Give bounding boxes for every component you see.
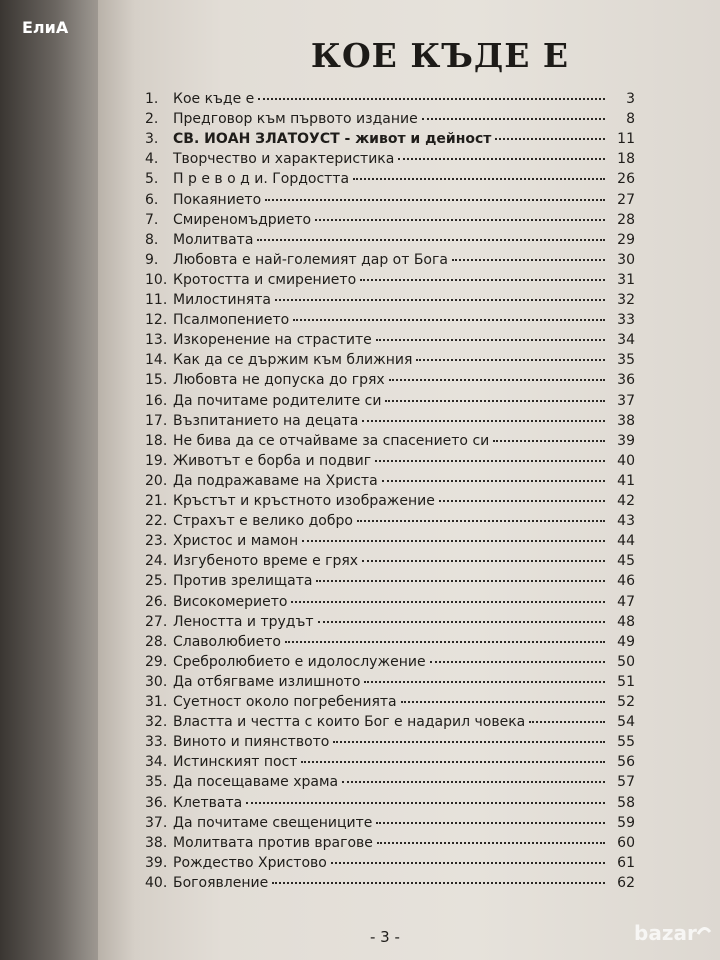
toc-entry-page: 41 bbox=[617, 472, 635, 489]
toc-entry bbox=[145, 352, 635, 372]
toc-entry bbox=[145, 694, 635, 714]
toc-entry-number: 34. bbox=[145, 754, 168, 771]
toc-entry bbox=[145, 774, 635, 794]
toc-entry bbox=[145, 795, 635, 815]
toc-entry-page: 54 bbox=[617, 714, 635, 731]
toc-entry-page: 62 bbox=[617, 874, 635, 891]
toc-entry-label: Славолюбието bbox=[173, 633, 281, 650]
toc-entry-number: 30. bbox=[145, 673, 168, 690]
toc-entry-label: Изгубеното време е грях bbox=[173, 553, 359, 570]
toc-entry-number: 19. bbox=[145, 452, 168, 469]
toc-entry bbox=[145, 654, 635, 674]
toc-entry-label: Изкоренение на страстите bbox=[173, 332, 372, 349]
toc-entry-page: 32 bbox=[617, 292, 635, 308]
toc-entry-number: 11. bbox=[145, 292, 168, 308]
toc-entry-number: 27. bbox=[145, 613, 168, 630]
page-number-footer: - 3 - bbox=[370, 928, 400, 946]
toc-entry-leader-dots bbox=[430, 661, 605, 663]
toc-entry-page: 58 bbox=[617, 794, 635, 811]
toc-entry-leader-dots bbox=[301, 761, 605, 763]
toc-entry-leader-dots bbox=[257, 239, 605, 241]
toc-entry-number: 18. bbox=[145, 432, 168, 449]
toc-entry bbox=[145, 413, 635, 433]
toc-entry-page: 29 bbox=[617, 231, 635, 248]
toc-entry-page: 30 bbox=[617, 251, 635, 268]
toc-entry-leader-dots bbox=[342, 781, 605, 783]
toc-entry-leader-dots bbox=[375, 460, 605, 462]
toc-entry bbox=[145, 171, 635, 191]
toc-entry-leader-dots bbox=[439, 500, 605, 502]
toc-entry-label: Клетвата bbox=[173, 794, 243, 811]
toc-entry bbox=[145, 573, 635, 593]
toc-entry-label: Да почитаме родителите си bbox=[173, 392, 382, 409]
toc-entry bbox=[145, 312, 635, 332]
toc-entry-label: Христос и мамон bbox=[173, 533, 299, 550]
toc-entry bbox=[145, 151, 635, 171]
toc-entry-label: Високомерието bbox=[173, 593, 288, 610]
toc-entry-label: Да отбягваме излишното bbox=[173, 673, 361, 690]
toc-entry bbox=[145, 272, 635, 292]
toc-entry bbox=[145, 212, 635, 232]
toc-entry-page: 56 bbox=[617, 754, 635, 771]
toc-entry-label: Кротостта и смирението bbox=[173, 271, 357, 288]
toc-entry-label: Страхът е велико добро bbox=[173, 513, 353, 530]
toc-entry-number: 2. bbox=[145, 111, 159, 128]
toc-entry-leader-dots bbox=[302, 540, 605, 542]
toc-entry-page: 57 bbox=[617, 774, 635, 791]
toc-entry-number: 35. bbox=[145, 774, 168, 791]
toc-entry-leader-dots bbox=[493, 440, 605, 442]
toc-entry-number: 24. bbox=[145, 553, 168, 570]
toc-entry bbox=[145, 513, 635, 533]
toc-entry-number: 26. bbox=[145, 593, 168, 610]
toc-entry-label: Сребролюбието е идолослужение bbox=[173, 653, 426, 670]
toc-entry bbox=[145, 453, 635, 473]
toc-entry-label: Богоявление bbox=[173, 874, 269, 891]
toc-entry-page: 31 bbox=[617, 271, 635, 288]
toc-entry-number: 25. bbox=[145, 573, 168, 590]
toc-entry-label: Кръстът и кръстното изображение bbox=[173, 493, 435, 509]
toc-entry-number: 3. bbox=[145, 131, 159, 148]
toc-entry-label: Покаянието bbox=[173, 191, 262, 208]
toc-entry-number: 23. bbox=[145, 533, 168, 550]
toc-entry-number: 15. bbox=[145, 372, 168, 389]
toc-entry-label: Смиреномъдрието bbox=[173, 211, 312, 228]
toc-entry-page: 51 bbox=[617, 673, 635, 690]
toc-entry bbox=[145, 614, 635, 634]
toc-entry-leader-dots bbox=[246, 802, 605, 804]
toc-entry-label: П р е в о д и. Гордостта bbox=[173, 171, 350, 188]
toc-entry-label: Псалмопението bbox=[173, 312, 290, 329]
toc-entry-leader-dots bbox=[293, 319, 605, 321]
toc-entry-number: 8. bbox=[145, 231, 159, 248]
toc-entry-label: Да посещаваме храма bbox=[173, 774, 339, 791]
toc-entry-number: 12. bbox=[145, 312, 168, 329]
toc-entry-number: 13. bbox=[145, 332, 168, 349]
toc-entry-page: 27 bbox=[617, 191, 635, 208]
toc-entry-leader-dots bbox=[376, 822, 605, 824]
toc-entry-label: Да подражаваме на Христа bbox=[173, 472, 378, 489]
toc-entry bbox=[145, 714, 635, 734]
toc-entry-label: Творчество и характеристика bbox=[173, 151, 395, 168]
toc-entry-number: 32. bbox=[145, 714, 168, 731]
toc-entry bbox=[145, 594, 635, 614]
toc-entry-leader-dots bbox=[364, 681, 605, 683]
toc-entry-page: 42 bbox=[617, 493, 635, 509]
toc-entry-page: 47 bbox=[617, 593, 635, 610]
toc-entry-page: 49 bbox=[617, 633, 635, 650]
toc-entry-page: 40 bbox=[617, 452, 635, 469]
toc-entry-page: 46 bbox=[617, 573, 635, 590]
toc-entry-label: Истинският пост bbox=[173, 754, 298, 771]
toc-entry-page: 11 bbox=[617, 131, 635, 148]
toc-entry-page: 45 bbox=[617, 553, 635, 570]
toc-entry-leader-dots bbox=[331, 862, 605, 864]
toc-entry-page: 35 bbox=[617, 352, 635, 369]
toc-entry-page: 37 bbox=[617, 392, 635, 409]
toc-entry bbox=[145, 533, 635, 553]
toc-entry bbox=[145, 815, 635, 835]
toc-entry-number: 36. bbox=[145, 794, 168, 811]
toc-entry bbox=[145, 252, 635, 272]
toc-entry bbox=[145, 292, 635, 312]
toc-entry-leader-dots bbox=[353, 178, 605, 180]
toc-entry bbox=[145, 875, 635, 895]
toc-entry-number: 28. bbox=[145, 633, 168, 650]
toc-entry-page: 3 bbox=[626, 91, 635, 107]
toc-entry-leader-dots bbox=[401, 701, 605, 703]
watermark-text: ЕлиА bbox=[22, 18, 69, 37]
toc-entry bbox=[145, 232, 635, 252]
toc-entry-page: 44 bbox=[617, 533, 635, 550]
toc-entry-leader-dots bbox=[272, 882, 605, 884]
toc-entry bbox=[145, 754, 635, 774]
toc-entry-leader-dots bbox=[382, 480, 605, 482]
toc-entry-page: 50 bbox=[617, 653, 635, 670]
toc-entry-leader-dots bbox=[315, 219, 605, 221]
toc-entry-page: 52 bbox=[617, 694, 635, 710]
toc-entry-label: Леността и трудът bbox=[173, 613, 314, 630]
toc-entry-leader-dots bbox=[291, 601, 605, 603]
toc-entry bbox=[145, 674, 635, 694]
toc-entry-leader-dots bbox=[398, 158, 605, 160]
toc-entry-number: 33. bbox=[145, 734, 168, 751]
toc-entry-label: СВ. ИОАН ЗЛАТОУСТ - живот и дейност bbox=[173, 131, 492, 148]
toc-entry bbox=[145, 835, 635, 855]
toc-entry-number: 17. bbox=[145, 412, 168, 429]
toc-entry bbox=[145, 91, 635, 111]
toc-entry-leader-dots bbox=[529, 721, 605, 723]
toc-entry-page: 33 bbox=[617, 312, 635, 329]
toc-entry bbox=[145, 111, 635, 131]
toc-entry-label: Молитвата bbox=[173, 231, 254, 248]
toc-entry-number: 1. bbox=[145, 91, 159, 107]
toc-entry bbox=[145, 493, 635, 513]
toc-entry-number: 38. bbox=[145, 834, 168, 851]
toc-entry-page: 60 bbox=[617, 834, 635, 851]
toc-entry-number: 31. bbox=[145, 694, 168, 710]
toc-entry-number: 40. bbox=[145, 874, 168, 891]
toc-entry-label: Да почитаме свещениците bbox=[173, 814, 373, 831]
toc-entry-number: 7. bbox=[145, 211, 159, 228]
toc-entry bbox=[145, 634, 635, 654]
toc-entry bbox=[145, 433, 635, 453]
toc-entry-leader-dots bbox=[357, 520, 605, 522]
toc-entry-number: 22. bbox=[145, 513, 168, 530]
toc-entry-label: Молитвата против врагове bbox=[173, 834, 373, 851]
toc-entry-number: 6. bbox=[145, 191, 159, 208]
toc-entry-number: 21. bbox=[145, 493, 168, 509]
toc-entry-leader-dots bbox=[333, 741, 605, 743]
toc-entry bbox=[145, 473, 635, 493]
toc-entry-leader-dots bbox=[452, 259, 605, 261]
toc-entry bbox=[145, 734, 635, 754]
toc-entry bbox=[145, 372, 635, 392]
toc-entry-leader-dots bbox=[318, 621, 606, 623]
toc-entry-page: 18 bbox=[617, 151, 635, 168]
svg-text:bazar: bazar bbox=[634, 921, 697, 945]
toc-entry-page: 61 bbox=[617, 854, 635, 871]
toc-entry bbox=[145, 192, 635, 212]
toc-entry bbox=[145, 553, 635, 573]
toc-entry-leader-dots bbox=[495, 138, 605, 140]
toc-entry-page: 38 bbox=[617, 412, 635, 429]
toc-entry-leader-dots bbox=[422, 118, 605, 120]
toc-entry-label: Суетност около погребенията bbox=[173, 694, 397, 710]
toc-entry-leader-dots bbox=[389, 379, 605, 381]
toc-entry-leader-dots bbox=[285, 641, 605, 643]
toc-entry-page: 43 bbox=[617, 513, 635, 530]
toc-entry-label: Любовта не допуска до грях bbox=[173, 372, 385, 389]
toc-entry-label: Любовта е най-големият дар от Бога bbox=[173, 251, 448, 268]
page-title: КОЕ КЪДЕ Е bbox=[310, 36, 570, 75]
toc-entry-label: Милостинята bbox=[173, 292, 271, 308]
toc-entry bbox=[145, 855, 635, 875]
toc-entry-page: 59 bbox=[617, 814, 635, 831]
toc-entry-leader-dots bbox=[258, 98, 605, 100]
toc-entry-number: 20. bbox=[145, 472, 168, 489]
toc-entry-leader-dots bbox=[265, 199, 605, 201]
toc-entry-label: Рождество Христово bbox=[173, 854, 327, 871]
toc-entry-page: 48 bbox=[617, 613, 635, 630]
toc-entry bbox=[145, 332, 635, 352]
toc-entry-page: 8 bbox=[626, 111, 635, 128]
toc-entry-number: 10. bbox=[145, 271, 168, 288]
toc-entry-page: 28 bbox=[617, 211, 635, 228]
toc-entry-leader-dots bbox=[360, 279, 605, 281]
toc-entry-label: Предговор към първото издание bbox=[173, 111, 418, 128]
toc-entry bbox=[145, 131, 635, 151]
toc-entry-page: 39 bbox=[617, 432, 635, 449]
toc-entry-leader-dots bbox=[362, 420, 605, 422]
toc-entry-label: Не бива да се отчайваме за спасението си bbox=[173, 432, 490, 449]
toc-entry-page: 34 bbox=[617, 332, 635, 349]
toc-entry-page: 26 bbox=[617, 171, 635, 188]
toc-entry-label: Против зрелищата bbox=[173, 573, 313, 590]
toc-entry-leader-dots bbox=[316, 580, 605, 582]
toc-entry-label: Кое къде е bbox=[173, 91, 255, 107]
toc-entry-number: 5. bbox=[145, 171, 159, 188]
toc-entry-label: Властта и честта с които Бог е надарил човека bbox=[173, 714, 526, 731]
toc-entry bbox=[145, 393, 635, 413]
toc-entry-label: Как да се държим към ближния bbox=[173, 352, 413, 369]
toc-entry-leader-dots bbox=[385, 400, 605, 402]
toc-entry-number: 14. bbox=[145, 352, 168, 369]
toc-entry-number: 4. bbox=[145, 151, 159, 168]
toc-entry-number: 37. bbox=[145, 814, 168, 831]
toc-entry-number: 39. bbox=[145, 854, 168, 871]
toc-entry-leader-dots bbox=[377, 842, 605, 844]
toc-entry-label: Животът е борба и подвиг bbox=[173, 452, 372, 469]
toc-entry-page: 36 bbox=[617, 372, 635, 389]
toc-entry-number: 9. bbox=[145, 251, 159, 268]
toc-entry-number: 16. bbox=[145, 392, 168, 409]
toc-entry-leader-dots bbox=[275, 299, 605, 301]
toc-entry-number: 29. bbox=[145, 653, 168, 670]
toc-entry-leader-dots bbox=[362, 560, 605, 562]
toc-entry-page: 55 bbox=[617, 734, 635, 751]
toc-entry-label: Виното и пиянството bbox=[173, 734, 330, 751]
bazar-logo-icon bbox=[632, 914, 712, 950]
toc-entry-leader-dots bbox=[376, 339, 605, 341]
toc-entry-label: Възпитанието на децата bbox=[173, 412, 359, 429]
toc-entry-leader-dots bbox=[416, 359, 605, 361]
